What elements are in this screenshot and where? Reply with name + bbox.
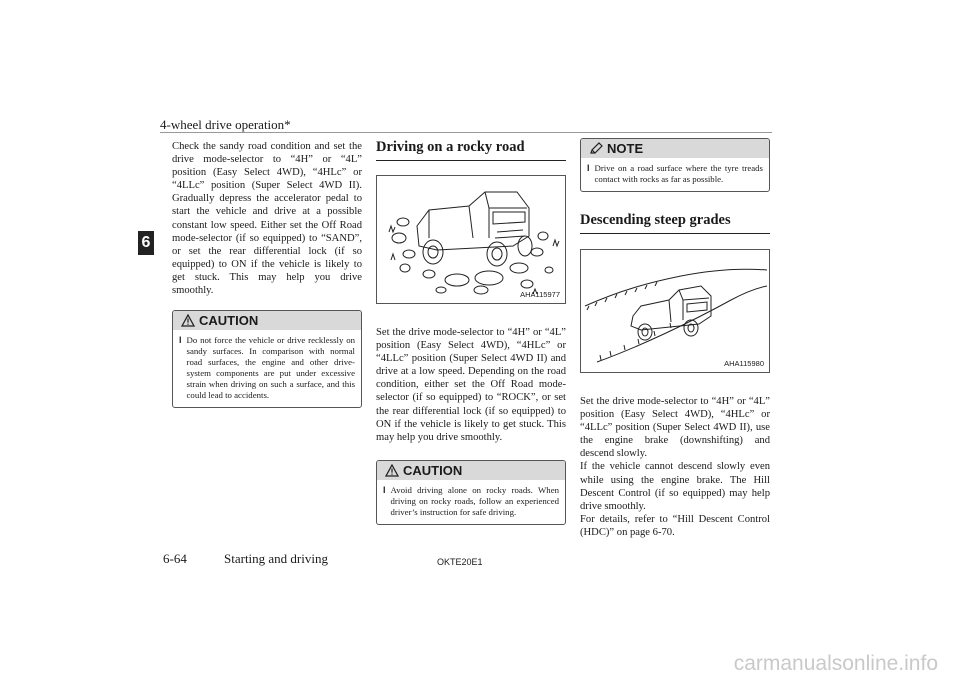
section-title-steep-grades: Descending steep grades <box>580 210 770 234</box>
note-body <box>581 158 769 191</box>
caution-box-sandy <box>172 310 362 408</box>
warning-triangle-icon <box>385 464 399 477</box>
caution-header <box>173 311 361 330</box>
caution-body <box>173 330 361 407</box>
caution-label: CAUTION <box>199 313 259 329</box>
rocky-road-illustration <box>377 176 565 303</box>
steep-grade-paragraph-2: If the vehicle cannot descend slowly even while using the engine brake. The Hill Descent Control (if so equipped) may help drive smoothly. <box>580 461 770 512</box>
caution-text: Do not force the vehicle or drive recklessly on sandy surfaces. In comparison with normal road surfaces, the engine and other drive-system components are put under excessive strain when driving on such a surface, and this could lead to accidents. <box>186 335 355 401</box>
column-3 <box>580 138 770 539</box>
note-text: Drive on a road surface where the tyre treads contact with rocks as far as possible. <box>594 163 763 184</box>
header-title: 4-wheel drive operation* <box>160 117 291 132</box>
chapter-tab: 6 <box>138 231 154 255</box>
footer-page-number: 6-64 <box>163 551 187 566</box>
rocky-road-paragraph: Set the drive mode-selector to “4H” or “4L” position (Easy Select 4WD), “4HLc” or “4LLc” position (Super Select 4WD II) and drive at a low speed. Depending on the road condition, either set the Off Road mode-selector (if so equipped) to “ROCK”, or set the rear differential lock (if so equipped) to ON if the vehicle is likely to get stuck. This may help you drive smoothly. <box>376 327 566 443</box>
steep-grade-illustration <box>581 250 769 372</box>
bullet-icon: l <box>587 163 590 173</box>
note-label: NOTE <box>607 141 644 156</box>
column-2 <box>376 137 566 525</box>
caution-header-rocky <box>377 461 565 480</box>
figure-code-steep: AHA115980 <box>724 359 764 368</box>
note-pencil-icon <box>589 142 603 155</box>
caution-body-rocky <box>377 480 565 524</box>
column-1 <box>172 140 362 408</box>
bullet-icon: l <box>383 484 386 495</box>
footer-chapter-title: Starting and driving <box>224 551 328 566</box>
warning-triangle-icon <box>181 314 195 327</box>
caution-label: CAUTION <box>403 462 463 478</box>
note-box <box>580 138 770 192</box>
sandy-road-paragraph: Check the sandy road condition and set the drive mode-selector to “4H” or “4L” position (Easy Select 4WD), “4HLc” or “4LLc” position (Super Select 4WD II). Gradually depress the accelerator pedal to start the vehicle and drive at a possible constant low speed. Either set the Off Road mode-selector (if so equipped) to “SAND”, or set the rear differential lock (if so equipped) to ON if the vehicle is likely to get stuck. This may help you drive smoothly. <box>172 141 362 297</box>
watermark: carmanualsonline.info <box>733 652 938 675</box>
steep-grade-paragraph-3: For details, refer to “Hill Descent Control (HDC)” on page 6-70. <box>580 513 770 538</box>
header-rule <box>160 132 772 133</box>
note-header <box>581 139 769 158</box>
caution-text-rocky: Avoid driving alone on rocky roads. When driving on rocky roads, follow an experienced driver’s instruction for safe driving. <box>390 484 559 517</box>
steep-grade-figure <box>580 249 770 373</box>
steep-grade-paragraph-1: Set the drive mode-selector to “4H” or “4L” position (Easy Select 4WD), “4HLc” or “4LLc” position (Super Select 4WD II), use the engine brake (downshifting) and descend slowly. <box>580 396 770 460</box>
section-title-rocky-road: Driving on a rocky road <box>376 137 566 161</box>
footer-manual-code: OKTE20E1 <box>437 557 483 567</box>
rocky-road-figure <box>376 175 566 304</box>
caution-box-rocky <box>376 460 566 525</box>
figure-code-rocky: AHA115977 <box>520 290 560 299</box>
bullet-icon: l <box>179 335 182 346</box>
